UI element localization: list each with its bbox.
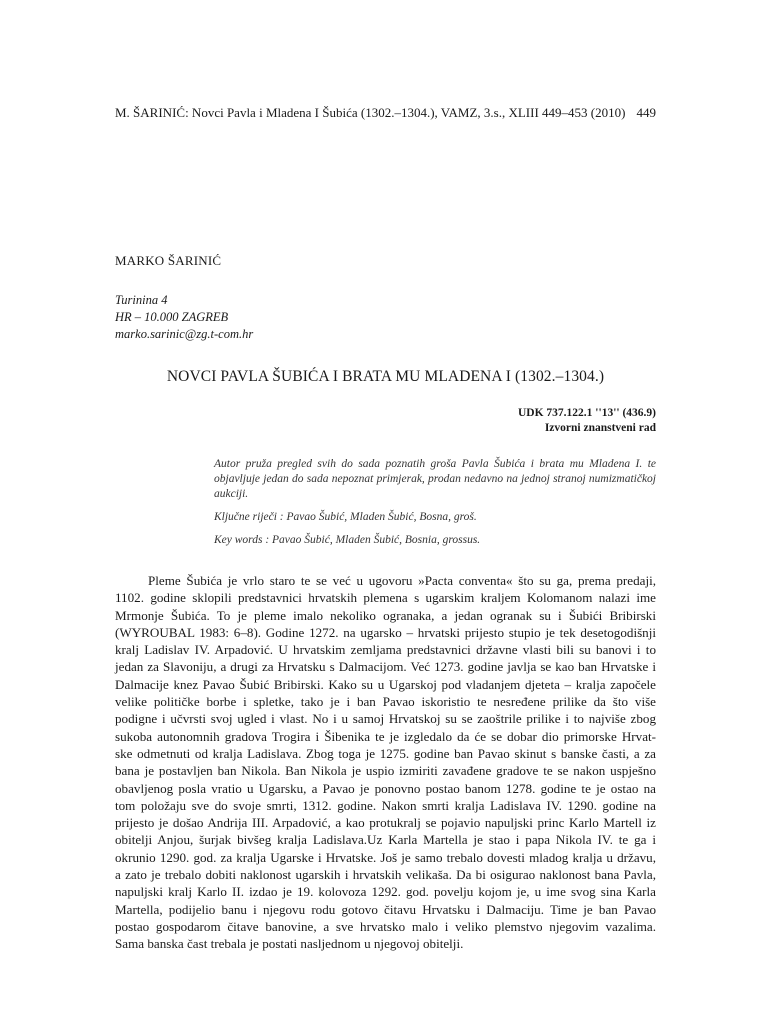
body-paragraph	[115, 572, 656, 953]
body-line: ske odmetnuti od kralja Ladislava. Zbog toga je 1275. godine ban Pavao skinut s banske časti, a za	[115, 745, 656, 761]
body-line: obitelji Anjou, šurjak bivšeg kralja Ladislava.Uz Karla Martella je stao i papa Nikola IV. te ga i	[115, 832, 656, 848]
keywords-croatian: Ključne riječi : Pavao Šubić, Mladen Šubić, Bosna, groš.	[214, 511, 477, 523]
author-name: MARKO ŠARINIĆ	[115, 253, 222, 268]
udk-code: UDK 737.122.1 ''13'' (436.9)	[518, 407, 656, 419]
body-line: (WYROUBAL 1983: 6–8). Godine 1272. na ugarsko – hrvatski prijesto stupio je tek desetogodišnji	[115, 624, 656, 640]
body-line: Martella, podijelio banu i njegovu rodu gotovo čitavu Hrvatsku i Dalmaciju. Time je ban Pavao	[115, 901, 656, 917]
body-line: okrunio 1290. god. za kralja Ugarske i Hrvatske. Još je samo trebalo dovesti mladog kralja u državu,	[115, 849, 656, 865]
body-lines	[115, 572, 656, 953]
body-line: postao gospodarom čitave banovine, a sve hrvatsko malo i veliko plemstvo njegovim vazalima.	[115, 918, 656, 934]
address-street: Turinina 4	[115, 293, 168, 307]
body-line: podigne i učvrsti svoj ugled i vlast. No i u samoj Hrvatskoj su se zaoštrile prilike i to najviše zbog	[115, 711, 656, 727]
article-title: NOVCI PAVLA ŠUBIĆA I BRATA MU MLADENA I (1302.–1304.)	[166, 368, 605, 385]
body-line: sukoba autonomnih gradova Trogira i Šibenika te je izgledalo da će se dobar dio primorske Hrvat-	[115, 728, 656, 744]
body-line: Sama banska čast trebala je postati nasljednom u njegovoj obitelji.	[115, 936, 464, 952]
body-line: tom položaju sve do svoje smrti, 1312. godine. Nakon smrti kralja Ladislava IV. 1290. godine na	[115, 797, 656, 813]
body-line: prijesto je došao Andrija III. Arpadović, a kao protukralj se pojavio napuljski princ Karlo Martell iz	[115, 815, 656, 831]
running-header	[115, 105, 656, 121]
body-line: Dalmacije knez Pavao Šubić Bribirski. Kako su u Ugarskoj pod vladanjem djeteta – kralja započele	[115, 676, 656, 692]
body-line: kralj Ladislav IV. Arpadović. U hrvatskim zemljama predstavnici državne vlasti bili su banovi i to	[115, 642, 656, 658]
author-email: marko.sarinic@zg.t-com.hr	[115, 327, 254, 341]
body-line: obavljenog posla vratio u Ugarsku, a Pavao je ponovno postao banom 1278. godine te je ostao na	[115, 780, 656, 796]
page-number: 449	[636, 105, 656, 120]
body-line: Mrmonje Šubića. To je pleme imalo nekoliko ogranaka, a jedan ogranak su i Šubići Bribirski	[115, 607, 656, 623]
body-line: a zato je trebalo dobiti naklonost ugarskih i hrvatskih velikaša. Da bi osigurao naklonost bana Pavla,	[115, 867, 656, 883]
body-line: Pleme Šubića je vrlo staro te se već u ugovoru »Pacta conventa« što su ga, prema predaji,	[148, 573, 656, 588]
body-line: 1102. godine sklopili predstavnici hrvatskih plemena s ugarskim kraljem Kolomanom nalazi ime	[115, 590, 656, 606]
article-type: Izvorni znanstveni rad	[544, 422, 656, 434]
classification	[400, 406, 656, 436]
body-line: velike političke borbe i spletke, tako je i ban Pavao iskoristio te nesređene prilike da što više	[115, 694, 656, 710]
author-address	[115, 292, 253, 343]
running-title: M. ŠARINIĆ: Novci Pavla i Mladena I Šubića (1302.–1304.), VAMZ, 3.s., XLIII 449–453 (2010)	[115, 105, 626, 120]
abstract	[214, 457, 656, 548]
abstract-text: Autor pruža pregled svih do sada poznatih groša Pavla Šubića i brata mu Mladena I. te objavljuje jedan do sada nepoznat primjerak, prodan nedavno na jednoj stranoj numizmatičkoj aukciji.	[214, 458, 656, 500]
address-city: HR – 10.000 ZAGREB	[115, 310, 229, 324]
body-line: napuljski kralj Karlo II. izdao je 19. kolovoza 1292. god. povelju kojom je, u ime svog sina Karla	[115, 884, 656, 900]
body-line: jedan za Slavoniju, a drugi za Hrvatsku s Dalmacijom. Već 1273. godine javlja se kao ban Hrvatske i	[115, 659, 656, 675]
body-line: bana je postavljen ban Nikola. Ban Nikola je uspio izmiriti zavađene gradove te se nakon uspješno	[115, 763, 656, 779]
keywords-english: Key words : Pavao Šubić, Mladen Šubić, Bosnia, grossus.	[214, 534, 481, 546]
